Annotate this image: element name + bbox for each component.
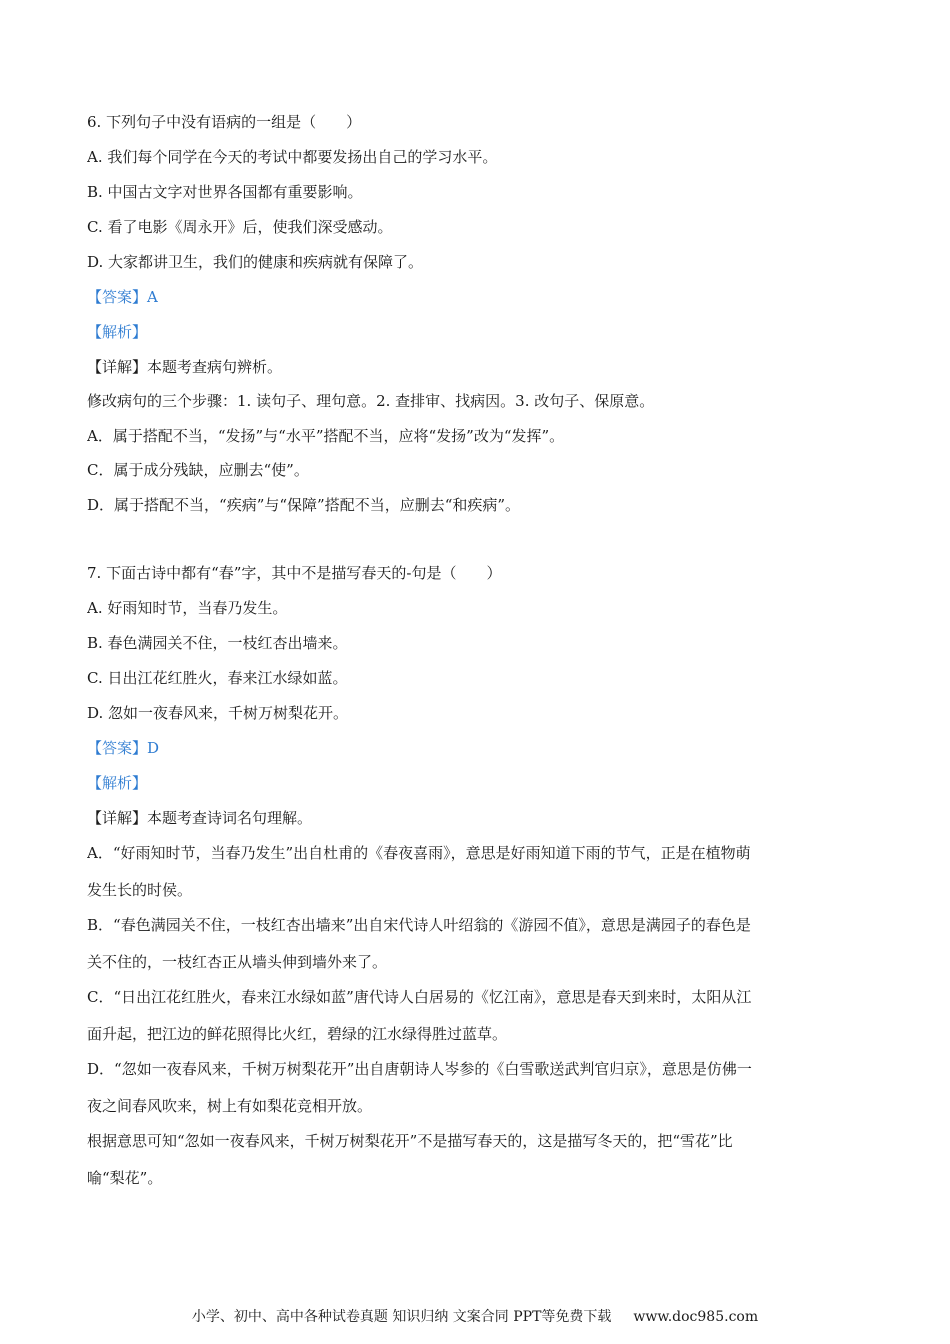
question-6-option-c: C. 看了电影《周永开》后，使我们深受感动。: [87, 218, 393, 236]
question-6-detail-line: A．属于搭配不当，“发扬”与“水平”搭配不当，应将“发扬”改为“发挥”。: [87, 427, 565, 445]
question-6-option-d: D. 大家都讲卫生，我们的健康和疾病就有保障了。: [87, 253, 424, 271]
question-7-detail-line: 关不住的，一枝红杏正从墙头伸到墙外来了。: [87, 953, 388, 971]
question-7-detail-line: D．“忽如一夜春风来，千树万树梨花开”出自唐朝诗人岑参的《白雪歌送武判官归京》，意思是仿佛一: [87, 1060, 752, 1078]
question-6-stem: 6. 下列句子中没有语病的一组是（ ）: [87, 113, 362, 131]
question-6-detail-line: 修改病句的三个步骤：1. 读句子、理句意。2. 查排审、找病因。3. 改句子、保原意。: [87, 392, 655, 410]
question-7-detail-line: 【详解】本题考查诗词名句理解。: [87, 809, 313, 827]
question-6-detail-line: C．属于成分残缺，应删去“使”。: [87, 461, 309, 479]
question-7-detail-line: 夜之间春风吹来，树上有如梨花竞相开放。: [87, 1097, 373, 1115]
question-7-option-d: D. 忽如一夜春风来，千树万树梨花开。: [87, 704, 349, 722]
question-6-detail-line: D．属于搭配不当，“疾病”与“保障”搭配不当，应删去“和疾病”。: [87, 496, 521, 514]
question-7-detail-line: C．“日出江花红胜火，春来江水绿如蓝”唐代诗人白居易的《忆江南》，意思是春天到来时，太阳从江: [87, 988, 752, 1006]
answer-value: D: [147, 739, 160, 757]
answer-tag: 【答案】: [87, 739, 148, 757]
footer-text: 小学、初中、高中各种试卷真题 知识归纳 文案合同 PPT等免费下载: [191, 1309, 612, 1325]
question-6-analysis-tag: [87, 322, 857, 342]
page-footer: [0, 1307, 950, 1327]
question-7-detail-line: 面升起，把江边的鲜花照得比火红，碧绿的江水绿得胜过蓝草。: [87, 1025, 508, 1043]
question-7-detail-line: A．“好雨知时节，当春乃发生”出自杜甫的《春夜喜雨》，意思是好雨知道下雨的节气，正是在植物萌: [87, 844, 751, 862]
question-6-answer: [87, 287, 857, 307]
question-6-option-a: A. 我们每个同学在今天的考试中都要发扬出自己的学习水平。: [87, 148, 498, 166]
question-6-option-b: B. 中国古文字对世界各国都有重要影响。: [87, 183, 363, 201]
footer-url-link[interactable]: www.doc985.com: [633, 1309, 759, 1325]
question-7-detail-line: 根据意思可知“忽如一夜春风来，千树万树梨花开”不是描写春天的，这是描写冬天的，把“雪花”比: [87, 1132, 733, 1150]
question-7-stem: 7. 下面古诗中都有“春”字，其中不是描写春天的-句是（ ）: [87, 564, 502, 582]
question-6-detail-line: 【详解】本题考查病句辨析。: [87, 358, 283, 376]
question-7-option-b: B. 春色满园关不住，一枝红杏出墙来。: [87, 634, 348, 652]
question-7-answer: [87, 738, 857, 758]
answer-value: A: [147, 288, 158, 306]
question-7-detail-line: 发生长的时侯。: [87, 881, 193, 899]
analysis-tag: 【解析】: [87, 774, 148, 792]
answer-tag: 【答案】: [87, 288, 148, 306]
question-7-analysis-tag: [87, 773, 857, 793]
question-7-detail-line: B．“春色满园关不住，一枝红杏出墙来”出自宋代诗人叶绍翁的《游园不值》，意思是满园子的春色是: [87, 916, 751, 934]
question-7-option-c: C. 日出江花红胜火，春来江水绿如蓝。: [87, 669, 348, 687]
question-7-option-a: A. 好雨知时节，当春乃发生。: [87, 599, 288, 617]
question-7-detail-line: 喻“梨花”。: [87, 1169, 163, 1187]
analysis-tag: 【解析】: [87, 323, 148, 341]
